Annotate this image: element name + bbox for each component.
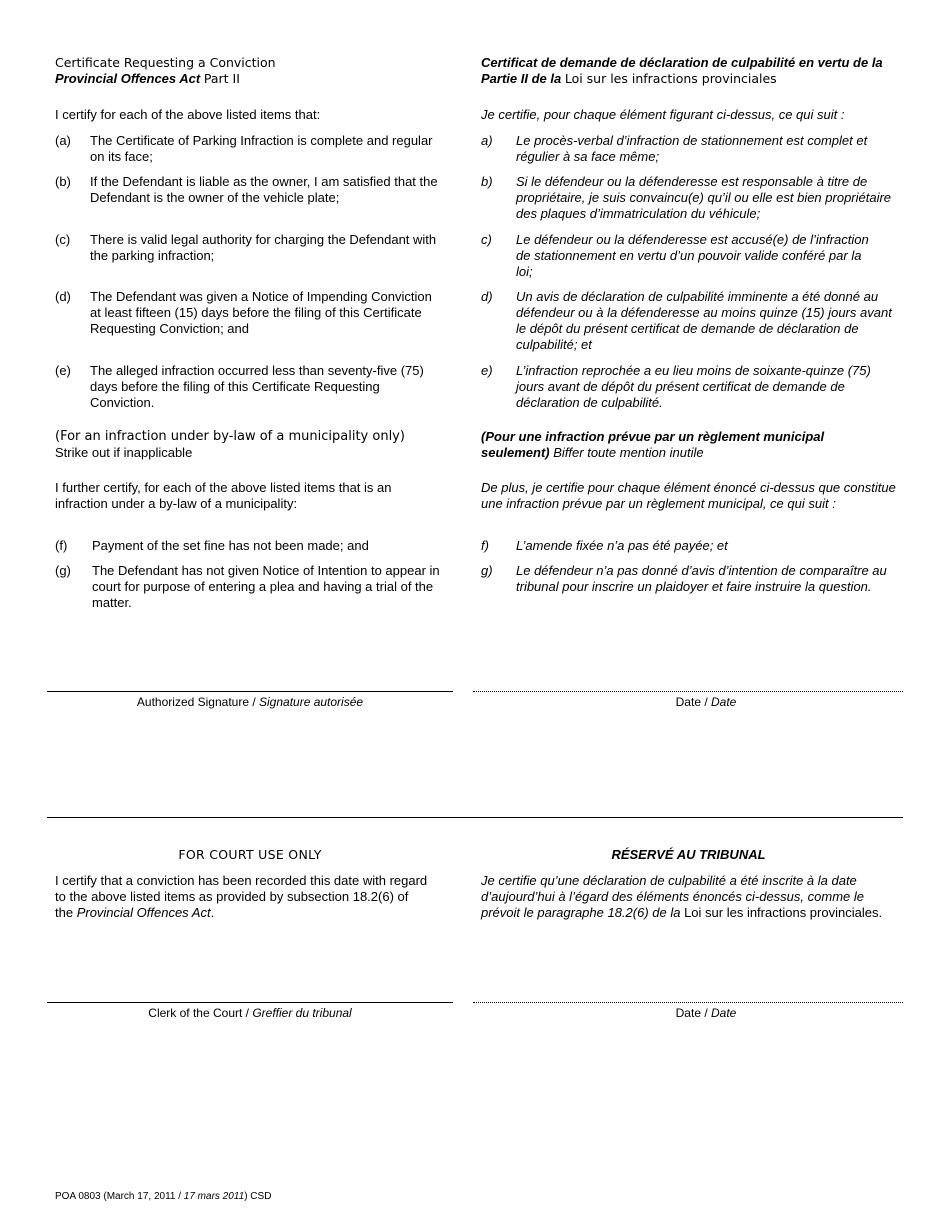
court-act-en: Provincial Offences Act xyxy=(76,905,211,920)
certify-intro-fr: Je certifie, pour chaque élément figurant ci-dessus, ce qui suit : xyxy=(481,107,845,122)
date-caption-en: Date / xyxy=(675,695,711,709)
item-label: e) xyxy=(481,363,493,378)
title-fr-bold: Certificat de demande de déclaration de culpabilité en vertu de la Partie II de la xyxy=(481,55,883,86)
title-en-line: Certificate Requesting a Conviction xyxy=(55,55,276,70)
signature-caption-en: Authorized Signature / xyxy=(136,695,259,709)
item-label: (f) xyxy=(55,538,68,553)
title-fr xyxy=(481,55,901,87)
form-code: POA 0803 (March 17, 2011 / xyxy=(55,1191,184,1202)
court-certify-en-text: I certify that a conviction has been recorded this date with regard to the above listed items as provided by subsection 18.2(6) of the xyxy=(55,873,428,920)
item-text: L’infraction reprochée a eu lieu moins de soixante-quinze (75) jours avant de dépôt du présent certificat de demande de déclaration de culpabilité. xyxy=(516,363,871,410)
title-en xyxy=(55,55,450,87)
court-certify-fr-text: Je certifie qu’une déclaration de culpabilité a été inscrite à la date d’aujourd’hui à l’égard des éléments énoncés ci-dessus, comme le prévoit le paragraphe 18.2(6) de la xyxy=(481,873,864,920)
item-text: The Defendant has not given Notice of Intention to appear in court for purpose of entering a plea and having a trial of the matter. xyxy=(92,563,440,610)
municipal-heading-fr-text: (Pour une infraction prévue par un règlement municipal seulement) xyxy=(481,429,825,460)
form-date-fr: 17 mars 2011 xyxy=(183,1191,245,1202)
item-text: The Certificate of Parking Infraction is complete and regular on its face; xyxy=(90,133,433,164)
date-caption-fr: Date xyxy=(711,695,737,709)
item-label: c) xyxy=(481,232,492,247)
item-text: L’amende fixée n’a pas été payée; et xyxy=(516,538,728,553)
clerk-caption-en: Clerk of the Court / xyxy=(148,1006,253,1020)
item-label: (c) xyxy=(55,232,71,247)
form-footer xyxy=(55,1189,271,1205)
municipal-heading-en-text: (For an infraction under by-law of a municipality only) xyxy=(55,429,405,444)
clerk-caption-fr: Greffier du tribunal xyxy=(252,1006,352,1020)
act-part-en: Part II xyxy=(203,71,240,86)
item-text: Un avis de déclaration de culpabilité imminente a été donné au défendeur ou à la défenderesse au moins quinze (15) jours avant le dépôt du présent certificat de demande de déclaration de culpabilité; et xyxy=(516,289,892,352)
court-certify-en xyxy=(55,873,430,921)
item-label: g) xyxy=(481,563,493,578)
clerk-signature-line[interactable] xyxy=(47,1002,453,1003)
clerk-caption xyxy=(47,1005,453,1021)
item-text: Payment of the set fine has not been made; and xyxy=(92,538,369,553)
signature-caption-fr: Signature autorisée xyxy=(259,695,364,709)
court-certify-fr xyxy=(481,873,896,921)
strike-note-en: Strike out if inapplicable xyxy=(55,445,193,460)
section-divider xyxy=(47,817,903,818)
court-date-caption-en: Date / xyxy=(675,1006,711,1020)
item-label: d) xyxy=(481,289,493,304)
strike-note-fr: Biffer toute mention inutile xyxy=(553,445,704,460)
court-date-caption-fr: Date xyxy=(711,1006,737,1020)
date-caption xyxy=(473,694,939,710)
item-label: f) xyxy=(481,538,489,553)
item-label: b) xyxy=(481,174,493,189)
signature-line[interactable] xyxy=(47,691,453,692)
item-label: (b) xyxy=(55,174,71,189)
item-text: There is valid legal authority for charging the Defendant with the parking infraction; xyxy=(90,232,437,263)
further-certify-fr: De plus, je certifie pour chaque élément énoncé ci-dessus que constitue une infraction prévue par un règlement municipal, ce qui suit : xyxy=(481,480,896,511)
item-text: Le défendeur n’a pas donné d’avis d’intention de comparaître au tribunal pour inscrire un plaidoyer et faire instruire la question. xyxy=(516,563,887,594)
certify-intro-en: I certify for each of the above listed items that: xyxy=(55,107,321,122)
date-line[interactable] xyxy=(473,691,903,692)
act-name-fr: Loi sur les infractions provinciales xyxy=(564,71,777,86)
court-act-fr: Loi sur les infractions provinciales. xyxy=(684,905,883,920)
item-text: Le défendeur ou la défenderesse est accusé(e) de l’infraction de stationnement en vertu d’un pouvoir valide conféré par la loi; xyxy=(516,232,869,279)
item-label: (d) xyxy=(55,289,71,304)
court-date-line[interactable] xyxy=(473,1002,903,1003)
item-text: Si le défendeur ou la défenderesse est responsable à titre de propriétaire, je suis convaincu(e) qu’il ou elle est bien propriétaire des plaques d’immatriculation du véhicule; xyxy=(516,174,892,221)
item-text: The alleged infraction occurred less than seventy-five (75) days before the filing of this Certificate Requesting Conviction. xyxy=(90,363,424,410)
item-label: (e) xyxy=(55,363,71,378)
court-date-caption xyxy=(473,1005,939,1021)
item-label: (a) xyxy=(55,133,71,148)
act-name-en: Provincial Offences Act xyxy=(55,71,201,86)
municipal-heading-fr xyxy=(481,429,866,461)
item-text: Le procès-verbal d’infraction de stationnement est complet et régulier à sa face même; xyxy=(516,133,868,164)
further-certify-en: I further certify, for each of the above listed items that is an infraction under a by-law of a municipality: xyxy=(55,480,392,511)
court-use-heading-fr: RÉSERVÉ AU TRIBUNAL xyxy=(611,847,766,862)
item-label: (g) xyxy=(55,563,71,578)
municipal-heading-en xyxy=(55,429,450,461)
item-text: The Defendant was given a Notice of Impending Conviction at least fifteen (15) days before the filing of this Certificate Requesting Conviction; and xyxy=(90,289,432,336)
court-certify-en-end: . xyxy=(210,905,215,920)
signature-caption xyxy=(47,694,453,710)
court-use-heading-en: FOR COURT USE ONLY xyxy=(178,847,322,862)
item-text: If the Defendant is liable as the owner, I am satisfied that the Defendant is the owner of the vehicle plate; xyxy=(90,174,438,205)
form-code-end: ) CSD xyxy=(244,1191,272,1202)
item-label: a) xyxy=(481,133,493,148)
